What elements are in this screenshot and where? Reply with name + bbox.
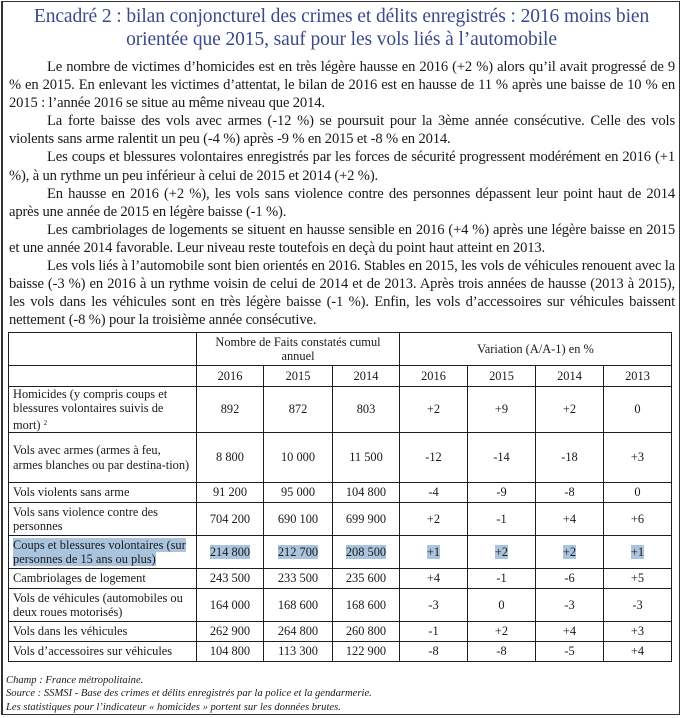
paragraph-cambriolages: Les cambriolages de logements se situent en hausse sensible en 2016 (+4 %) après une légère baisse en 2015 et une année 2014 favorable. Leur niveau reste toutefois en deçà du point haut atteint en 2013. xyxy=(9,221,675,256)
variation-cell: -3 xyxy=(604,589,672,622)
count-cell[interactable]: 208 500 xyxy=(333,536,400,569)
count-cell: 104 800 xyxy=(333,483,400,503)
count-year-header: 2016 xyxy=(197,366,264,387)
count-cell[interactable]: 214 800 xyxy=(197,536,264,569)
count-cell: 168 600 xyxy=(264,589,333,622)
variation-cell: +2 xyxy=(468,622,536,642)
variation-cell: -8 xyxy=(400,642,468,662)
box-title xyxy=(0,5,683,51)
variation-cell: 0 xyxy=(604,387,672,433)
row-label[interactable]: Coups et blessures volontaires (sur personnes de 15 ans ou plus) xyxy=(9,536,197,569)
variation-cell: +3 xyxy=(604,433,672,483)
table-row xyxy=(9,433,672,483)
title-line-2: orientée que 2015, sauf pour les vols liés à l’automobile xyxy=(126,29,557,50)
count-cell: 233 500 xyxy=(264,569,333,589)
variation-cell[interactable]: +1 xyxy=(400,536,468,569)
table-row xyxy=(9,622,672,642)
row-label: Vols de véhicules (automobiles ou deux roues motorisés) xyxy=(9,589,197,622)
table-row xyxy=(9,642,672,662)
count-cell: 113 300 xyxy=(264,642,333,662)
variation-cell: -12 xyxy=(400,433,468,483)
note-source: Source : SSMSI - Base des crimes et délits enregistrés par la police et la gendarmerie. xyxy=(6,688,372,700)
variation-cell: +2 xyxy=(536,387,604,433)
paragraph-vols-armes: La forte baisse des vols avec armes (-12 %) se poursuit pour la 3ème année consécutive. Celle des vols violents sans arme ralentit un peu (-4 %) après -9 % en 2015 et -8 % en 2014. xyxy=(9,113,675,148)
count-cell: 8 800 xyxy=(197,433,264,483)
variation-year-header: 2014 xyxy=(536,366,604,387)
variation-cell: +4 xyxy=(604,642,672,662)
variation-cell: +4 xyxy=(400,569,468,589)
variation-cell: -1 xyxy=(468,569,536,589)
paragraph-vols-sans-violence: En hausse en 2016 (+2 %), les vols sans violence contre des personnes dépassent leur point haut de 2014 après une année de 2015 en légère baisse (-1 %). xyxy=(9,185,675,220)
count-cell: 699 900 xyxy=(333,503,400,536)
row-label: Homicides (y compris coups et blessures volontaires suivis de mort) $^2$ xyxy=(9,387,197,433)
variation-cell: -14 xyxy=(468,433,536,483)
footnote-marker: 2 xyxy=(43,418,48,427)
count-cell: 690 100 xyxy=(264,503,333,536)
variation-cell: -3 xyxy=(536,589,604,622)
count-year-header: 2015 xyxy=(264,366,333,387)
variation-cell: +4 xyxy=(536,622,604,642)
count-cell: 260 800 xyxy=(333,622,400,642)
count-cell: 872 xyxy=(264,387,333,433)
variation-cell: 0 xyxy=(604,483,672,503)
count-cell[interactable]: 212 700 xyxy=(264,536,333,569)
variation-cell: -1 xyxy=(400,622,468,642)
statistics-table xyxy=(8,332,672,662)
variation-cell: -8 xyxy=(468,642,536,662)
variation-cell: -4 xyxy=(400,483,468,503)
table-row xyxy=(9,503,672,536)
variation-cell: +2 xyxy=(400,387,468,433)
table-year-header-row xyxy=(9,366,672,387)
table-notes xyxy=(6,674,372,714)
variation-cell: -3 xyxy=(400,589,468,622)
variation-cell: +4 xyxy=(536,503,604,536)
variation-cell: -9 xyxy=(468,483,536,503)
paragraph-homicides: Le nombre de victimes d’homicides est en très légère hausse en 2016 (+2 %) alors qu’il avait progressé de 9 % en 2015. En enlevant les victimes d’attentat, le bilan de 2016 est en hausse de 11 % après une baisse de 10 % en 2015 : l’année 2016 se situe au même niveau que 2014. xyxy=(9,59,675,112)
variation-cell: 0 xyxy=(468,589,536,622)
row-label: Cambriolages de logement xyxy=(9,569,197,589)
variation-cell: +9 xyxy=(468,387,536,433)
table-row xyxy=(9,387,672,433)
variation-cell: -6 xyxy=(536,569,604,589)
row-label: Vols avec armes (armes à feu, armes blanches ou par destina-tion) xyxy=(9,433,197,483)
note-statistics: Les statistiques pour l’indicateur « homicides » portent sur les données brutes. xyxy=(6,701,341,713)
summary-text xyxy=(9,58,675,329)
variation-year-header: 2015 xyxy=(468,366,536,387)
variation-group-header: Variation (A/A-1) en % xyxy=(400,333,672,366)
variation-cell[interactable]: +2 xyxy=(468,536,536,569)
count-year-header: 2014 xyxy=(333,366,400,387)
count-cell: 264 800 xyxy=(264,622,333,642)
row-label: Vols d’accessoires sur véhicules xyxy=(9,642,197,662)
variation-cell: -1 xyxy=(468,503,536,536)
table-row xyxy=(9,589,672,622)
paragraph-vols-automobile: Les vols liés à l’automobile sont bien orientés en 2016. Stables en 2015, les vols de véhicules renouent avec la baisse (-3 %) en 2016 à un rythme voisin de celui de 2014 et de 2013. Après trois années de hausse (2013 à 2015), les vols dans les véhicules sont en très légère baisse (-1 %). Enfin, les vols d’accessoires sur véhicules baissent nettement (-8 %) pour la troisième année consécutive. xyxy=(9,258,676,329)
table-row xyxy=(9,483,672,503)
variation-cell: +5 xyxy=(604,569,672,589)
variation-cell: -18 xyxy=(536,433,604,483)
count-cell: 10 000 xyxy=(264,433,333,483)
note-champ: Champ : France métropolitaine. xyxy=(6,675,144,686)
count-cell: 235 600 xyxy=(333,569,400,589)
count-cell: 91 200 xyxy=(197,483,264,503)
variation-cell: +2 xyxy=(400,503,468,536)
paragraph-coups-blessures: Les coups et blessures volontaires enregistrés par les forces de sécurité progressent modérément en 2016 (+1 %), à un rythme un peu inférieur à celui de 2015 et 2014 (+2 %). xyxy=(9,149,675,184)
table-group-header-row xyxy=(9,333,672,366)
count-cell: 704 200 xyxy=(197,503,264,536)
count-cell: 104 800 xyxy=(197,642,264,662)
count-cell: 122 900 xyxy=(333,642,400,662)
count-cell: 95 000 xyxy=(264,483,333,503)
count-cell: 168 600 xyxy=(333,589,400,622)
table-row-highlighted xyxy=(9,536,672,569)
row-label: Vols sans violence contre des personnes xyxy=(9,503,197,536)
variation-cell: +3 xyxy=(604,622,672,642)
variation-year-header: 2013 xyxy=(604,366,672,387)
count-cell: 892 xyxy=(197,387,264,433)
row-label: Vols violents sans arme xyxy=(9,483,197,503)
title-line-1: Encadré 2 : bilan conjoncturel des crimes et délits enregistrés : 2016 moins bien xyxy=(33,6,650,27)
variation-cell: -8 xyxy=(536,483,604,503)
variation-cell: +6 xyxy=(604,503,672,536)
empty-header-cell xyxy=(9,366,197,387)
empty-header-cell xyxy=(9,333,197,366)
count-cell: 243 500 xyxy=(197,569,264,589)
variation-cell[interactable]: +1 xyxy=(604,536,672,569)
variation-cell[interactable]: +2 xyxy=(536,536,604,569)
count-cell: 262 900 xyxy=(197,622,264,642)
variation-year-header: 2016 xyxy=(400,366,468,387)
count-cell: 803 xyxy=(333,387,400,433)
table-row xyxy=(9,569,672,589)
counts-group-header: Nombre de Faits constatés cumul annuel xyxy=(197,333,400,366)
variation-cell: -5 xyxy=(536,642,604,662)
count-cell: 164 000 xyxy=(197,589,264,622)
count-cell: 11 500 xyxy=(333,433,400,483)
row-label: Vols dans les véhicules xyxy=(9,622,197,642)
